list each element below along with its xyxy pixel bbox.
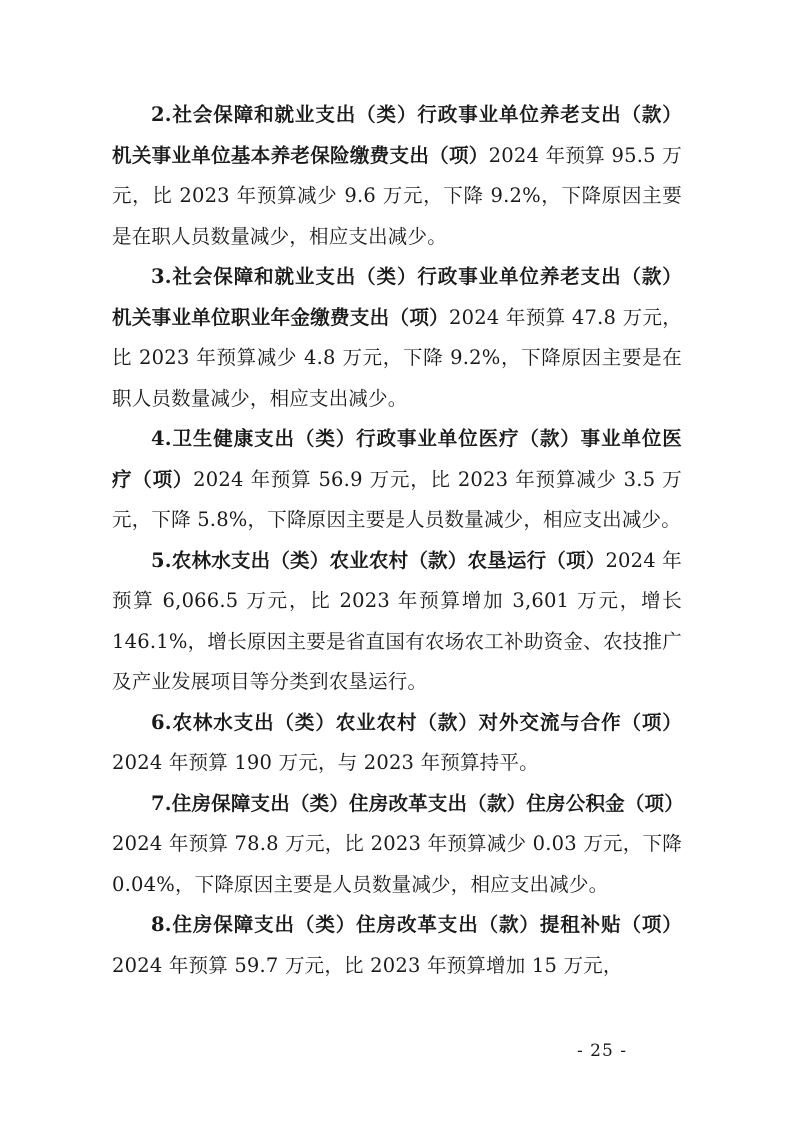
paragraph-item-7 bbox=[112, 784, 682, 906]
paragraph-item-3 bbox=[112, 257, 682, 419]
paragraph-body: 2024 年预算 47.8 万元，比 2023 年预算减少 4.8 万元，下降 9.2%，下降原因主要是在职人员数量减少，相应支出减少。 bbox=[112, 305, 682, 410]
paragraph-item-5 bbox=[112, 541, 682, 703]
paragraph-lead: 6.农林水支出（类）农业农村（款）对外交流与合作（项） bbox=[151, 710, 682, 734]
paragraph-body: 2024 年预算 78.8 万元，比 2023 年预算减少 0.03 万元，下降 0.04%，下降原因主要是人员数量减少，相应支出减少。 bbox=[112, 832, 682, 896]
paragraph-item-4 bbox=[112, 419, 682, 541]
page-number: - 25 - bbox=[577, 1041, 627, 1061]
paragraph-body: 2024 年预算 56.9 万元，比 2023 年预算减少 3.5 万元，下降 5.8%，下降原因主要是人员数量减少，相应支出减少。 bbox=[112, 467, 682, 531]
paragraph-item-6 bbox=[112, 703, 682, 784]
paragraph-lead: 8.住房保障支出（类）住房改革支出（款）提租补贴（项） bbox=[151, 913, 682, 936]
paragraph-lead: 7.住房保障支出（类）住房改革支出（款）住房公积金（项） bbox=[151, 791, 684, 815]
paragraph-body: 2024 年预算 95.5 万元，比 2023 年预算减少 9.6 万元，下降 9.2%，下降原因主要是在职人员数量减少，相应支出减少。 bbox=[112, 143, 682, 248]
paragraph-lead: 5.农林水支出（类）农业农村（款）农垦运行（项） bbox=[151, 548, 606, 572]
page-footer bbox=[0, 1041, 794, 1061]
paragraph-item-8 bbox=[112, 905, 682, 986]
paragraph-body: 2024 年预算 190 万元，与 2023 年预算持平。 bbox=[112, 751, 539, 774]
paragraph-lead: 2.社会保障和就业支出（类）行政事业单位养老支出（款）机关事业单位基本养老保险缴费支出（项） bbox=[112, 103, 682, 167]
paragraph-lead: 3.社会保障和就业支出（类）行政事业单位养老支出（款）机关事业单位职业年金缴费支出（项） bbox=[112, 265, 682, 329]
paragraph-item-2 bbox=[112, 95, 682, 257]
paragraph-body: 2024 年预算 6,066.5 万元，比 2023 年预算增加 3,601 万元，增长 146.1%，增长原因主要是省直国有农场农工补助资金、农技推广及产业发展项目等分类到农垦运行。 bbox=[112, 548, 682, 693]
paragraph-body: 2024 年预算 59.7 万元，比 2023 年预算增加 15 万元， bbox=[112, 953, 623, 977]
paragraph-lead: 4.卫生健康支出（类）行政事业单位医疗（款）事业单位医疗（项） bbox=[112, 427, 682, 491]
